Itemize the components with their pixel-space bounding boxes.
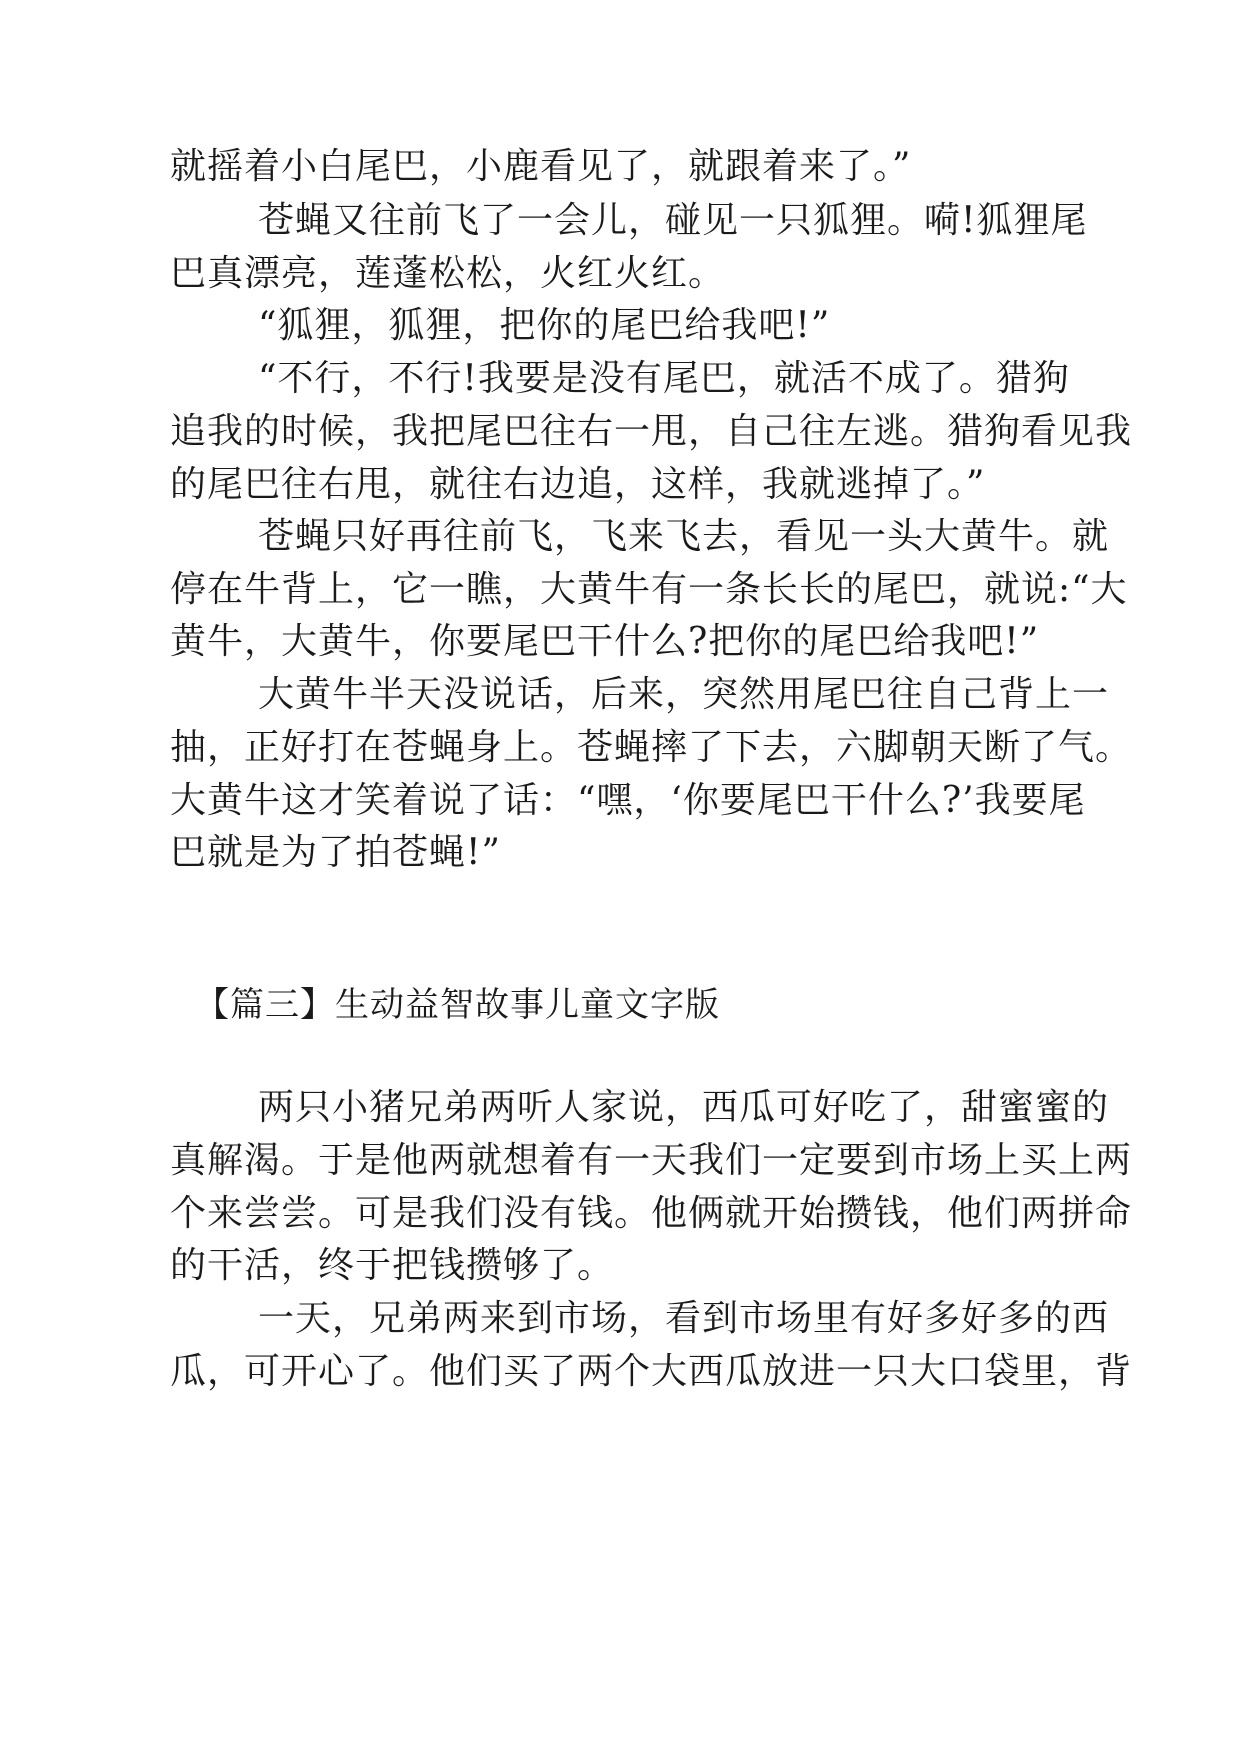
paragraph-line: 大黄牛半天没说话，后来，突然用尾巴往自己背上一 <box>258 674 1110 715</box>
paragraph-line: 巴就是为了拍苍蝇!” <box>170 832 501 873</box>
paragraph-line: 的干活，终于把钱攒够了。 <box>170 1245 615 1286</box>
paragraph-line: 苍蝇又往前飞了一会儿，碰见一只狐狸。嗬!狐狸尾 <box>258 200 1088 241</box>
paragraph-line: 个来尝尝。可是我们没有钱。他俩就开始攒钱，他们两拼命 <box>170 1193 1133 1234</box>
paragraph-line: 停在牛背上，它一瞧，大黄牛有一条长长的尾巴，就说:“大 <box>170 569 1128 610</box>
paragraph-line: 就摇着小白尾巴，小鹿看见了，就跟着来了。” <box>170 146 912 187</box>
paragraph-line: 苍蝇只好再往前飞，飞来飞去，看见一头大黄牛。就 <box>258 516 1110 557</box>
paragraph-line: 黄牛，大黄牛，你要尾巴干什么?把你的尾巴给我吧!” <box>170 621 1040 662</box>
paragraph-line: 大黄牛这才笑着说了话：“嘿，‘你要尾巴干什么?’我要尾 <box>170 780 1086 821</box>
paragraph-line: 真解渴。于是他两就想着有一天我们一定要到市场上买上两 <box>170 1140 1133 1181</box>
paragraph-line: 追我的时候，我把尾巴往右一甩，自己往左逃。猎狗看见我 <box>170 411 1133 452</box>
paragraph-line: “不行，不行!我要是没有尾巴，就活不成了。猎狗 <box>258 358 1070 399</box>
paragraph-line: 两只小猪兄弟两听人家说，西瓜可好吃了，甜蜜蜜的 <box>258 1087 1110 1128</box>
section-heading: 【篇三】生动益智故事儿童文字版 <box>195 985 720 1025</box>
paragraph-line: 的尾巴往右甩，就往右边追，这样，我就逃掉了。” <box>170 464 986 505</box>
paragraph-line: 抽，正好打在苍蝇身上。苍蝇摔了下去，六脚朝天断了气。 <box>170 727 1133 768</box>
paragraph-line: 瓜，可开心了。他们买了两个大西瓜放进一只大口袋里，背 <box>170 1351 1133 1392</box>
paragraph-line: 一天，兄弟两来到市场，看到市场里有好多好多的西 <box>258 1298 1110 1339</box>
paragraph-line: “狐狸，狐狸，把你的尾巴给我吧!” <box>258 305 831 346</box>
paragraph-line: 巴真漂亮，莲蓬松松，火红火红。 <box>170 253 726 294</box>
